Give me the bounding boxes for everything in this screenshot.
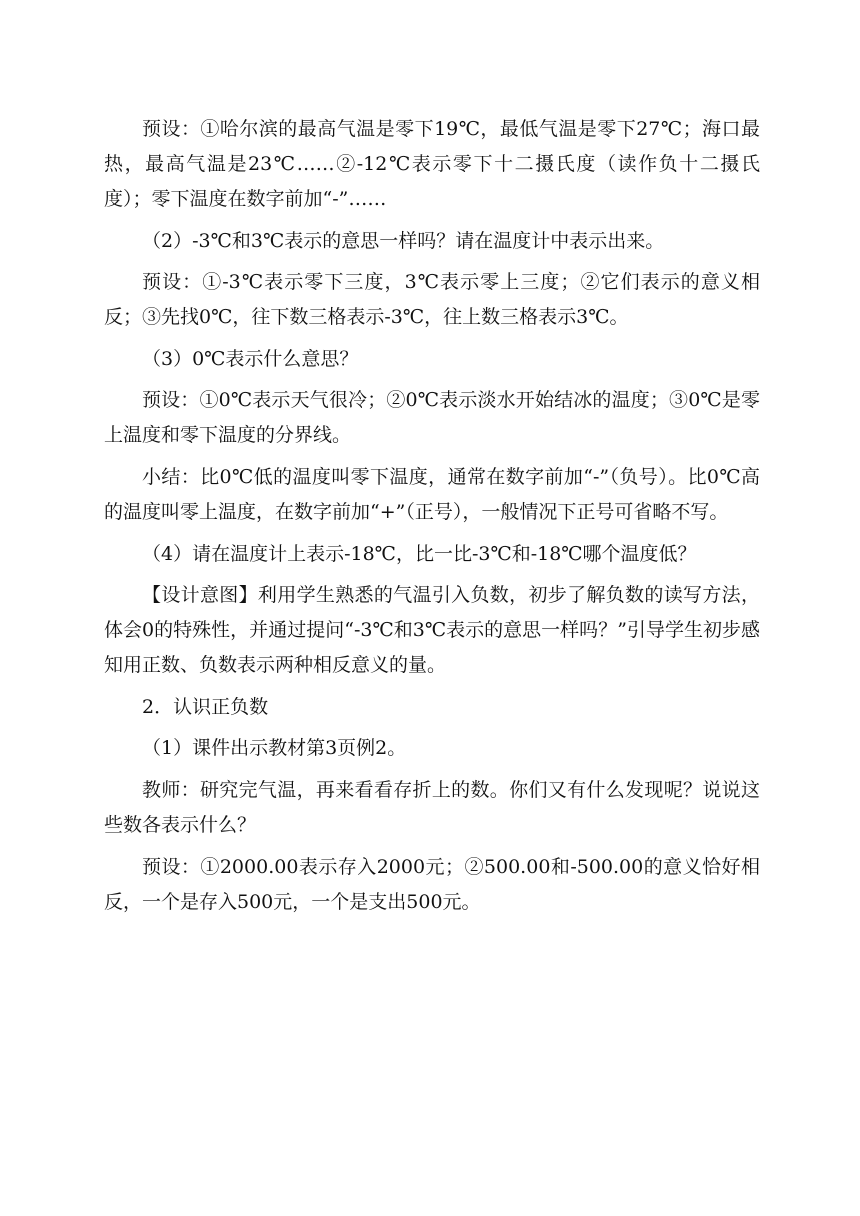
paragraph-preset-zero: 预设：①0℃表示天气很冷；②0℃表示淡水开始结冰的温度；③0℃是零上温度和零下温度的分界线。 xyxy=(104,389,760,447)
paragraph-courseware: （1）课件出示教材第3页例2。 xyxy=(142,737,407,760)
paragraph-question-3: （3）0℃表示什么意思？ xyxy=(142,347,359,370)
paragraph-preset-minus-3: 预设：①-3℃表示零下三度，3℃表示零上三度；②它们表示的意义相反；③先找0℃，往下数三格表示-3℃，往上数三格表示3℃。 xyxy=(104,271,760,329)
paragraph-question-4: （4）请在温度计上表示-18℃，比一比-3℃和-18℃哪个温度低？ xyxy=(142,542,697,565)
paragraph-preset-harbin: 预设：①哈尔滨的最高气温是零下19℃，最低气温是零下27℃；海口最热，最高气温是23℃……②-12℃表示零下十二摄氏度（读作负十二摄氏度）；零下温度在数字前加“-”…… xyxy=(104,118,760,210)
paragraph-preset-savings: 预设：①2000.00表示存入2000元；②500.00和-500.00的意义恰好相反，一个是存入500元，一个是支出500元。 xyxy=(104,855,760,913)
paragraph-summary: 小结：比0℃低的温度叫零下温度，通常在数字前加“-”（负号）。比0℃高的温度叫零上温度，在数字前加“+”（正号），一般情况下正号可省略不写。 xyxy=(104,465,760,523)
paragraph-question-2: （2）-3℃和3℃表示的意思一样吗？请在温度计中表示出来。 xyxy=(142,229,665,252)
paragraph-teacher: 教师：研究完气温，再来看看存折上的数。你们又有什么发现呢？说说这些数各表示什么？ xyxy=(104,778,760,836)
section-heading: 2．认识正负数 xyxy=(142,695,269,718)
paragraph-design-intent: 【设计意图】利用学生熟悉的气温引入负数，初步了解负数的读写方法，体会0的特殊性，并通过提问“-3℃和3℃表示的意思一样吗？”引导学生初步感知用正数、负数表示两种相反意义的量。 xyxy=(104,584,760,677)
document-page xyxy=(104,112,760,926)
